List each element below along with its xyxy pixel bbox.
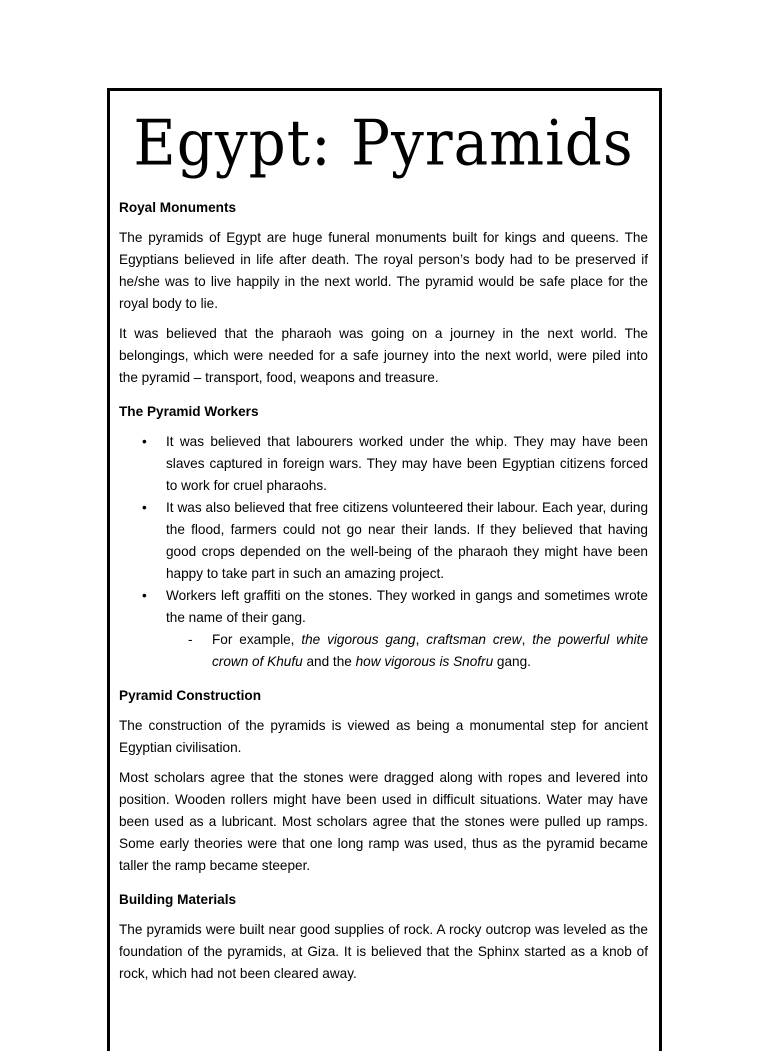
- gang-name: the vigorous gang: [301, 632, 416, 647]
- heading-pyramid-construction: Pyramid Construction: [119, 688, 261, 703]
- paragraph: The pyramids of Egypt are huge funeral monuments built for kings and queens. The Egyptians believed in life after death. The royal person’s body had to be preserved if he/she was to live happily in the next world. The pyramid would be safe place for the royal body to lie.: [119, 230, 648, 311]
- list-item-text: Workers left graffiti on the stones. They worked in gangs and sometimes wrote the name of their gang.: [166, 588, 648, 625]
- gang-name: how vigorous is Snofru: [355, 654, 494, 669]
- bullet-icon: •: [142, 500, 147, 515]
- separator: ,: [415, 632, 427, 647]
- separator: and the: [302, 654, 356, 669]
- page-title: Egypt: Pyramids: [133, 106, 634, 180]
- document-content: [119, 91, 648, 985]
- paragraph: The construction of the pyramids is viewed as being a monumental step for ancient Egyptian civilisation.: [119, 718, 648, 755]
- heading-building-materials: Building Materials: [119, 892, 237, 907]
- gang-name: craftsman crew: [426, 632, 522, 647]
- list-item: [142, 497, 648, 585]
- sub-list-item: [188, 629, 649, 673]
- bullet-icon: •: [142, 588, 147, 603]
- list-item-text: It was also believed that free citizens volunteered their labour. Each year, during the flood, farmers could not go near their lands. If they believed that having good crops depended on the well-being of the pharaoh they might have been happy to take part in such an amazing project.: [166, 500, 648, 581]
- example-prefix: For example,: [212, 632, 302, 647]
- paragraph: The pyramids were built near good supplies of rock. A rocky outcrop was leveled as the foundation of the pyramids, at Giza. It is believed that the Sphinx started as a knob of rock, which had not been cleared away.: [119, 922, 648, 981]
- heading-pyramid-workers: The Pyramid Workers: [119, 404, 259, 419]
- bullet-list: [119, 431, 648, 673]
- paragraph: Most scholars agree that the stones were dragged along with ropes and levered into position. Wooden rollers might have been used in difficult situations. Water may have been used as a lubricant. Most scholars agree that the stones were pulled up ramps. Some early theories were that one long ramp was used, thus as the pyramid became taller the ramp became steeper.: [119, 770, 648, 873]
- list-item-text: It was believed that labourers worked under the whip. They may have been slaves captured in foreign wars. They may have been Egyptian citizens forced to work for cruel pharaohs.: [166, 434, 648, 493]
- document-page: [107, 88, 662, 1051]
- list-item: [142, 431, 648, 497]
- dash-icon: -: [188, 632, 193, 647]
- gang-name: the powerful white crown of Khufu: [212, 632, 649, 669]
- paragraph: It was believed that the pharaoh was going on a journey in the next world. The belongings, which were needed for a safe journey into the next world, were piled into the pyramid – transport, food, weapons and treasure.: [119, 326, 648, 385]
- heading-royal-monuments: Royal Monuments: [119, 200, 237, 215]
- example-suffix: gang.: [493, 654, 531, 669]
- bullet-icon: •: [142, 434, 147, 449]
- separator: ,: [521, 632, 533, 647]
- list-item: [142, 585, 649, 673]
- sub-list: [166, 629, 648, 673]
